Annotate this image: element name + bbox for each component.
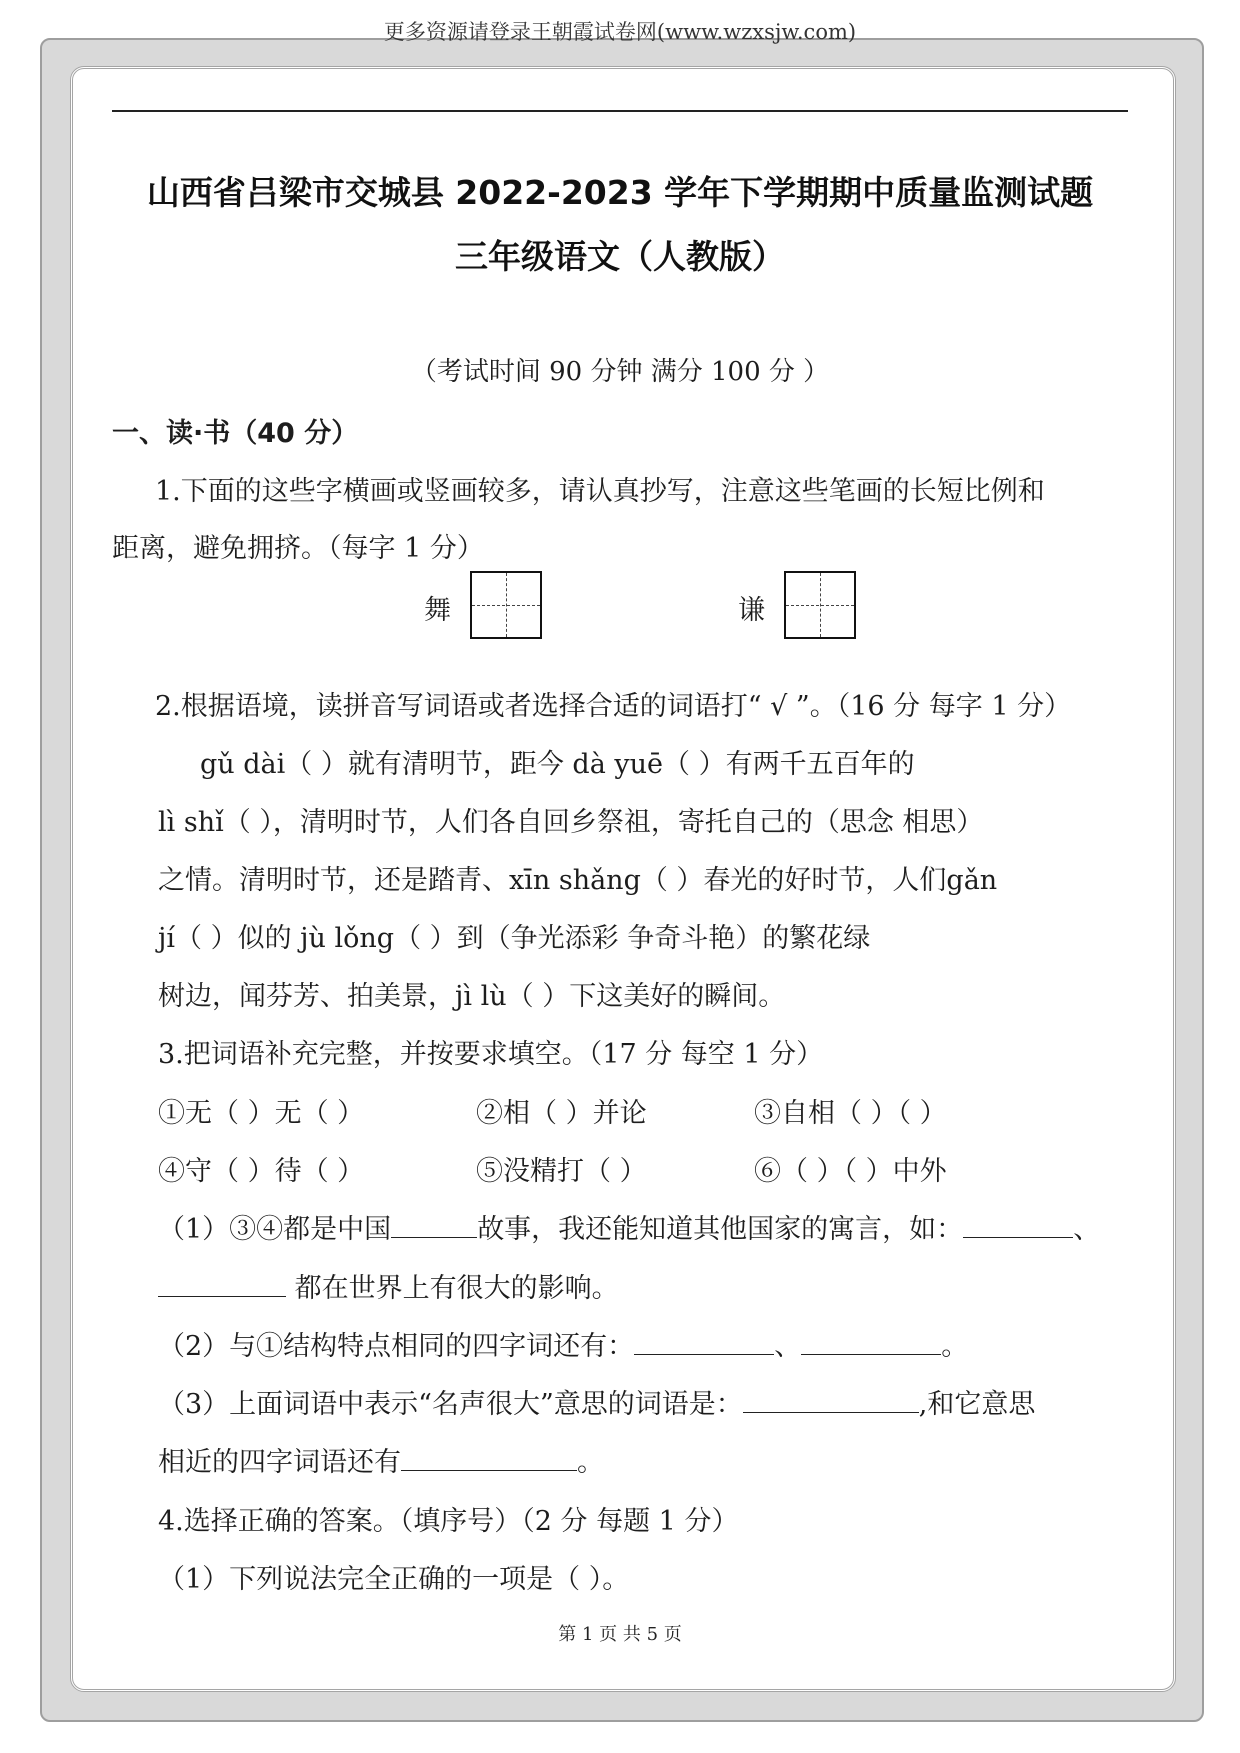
q3-header: 3.把词语补充完整，并按要求填空。（17 分 每空 1 分） — [158, 1039, 824, 1070]
writing-grid-1[interactable] — [470, 571, 542, 639]
q3-item-3: ③自相（ ）（ ） — [754, 1098, 947, 1129]
q3-item-2: ②相（ ）并论 — [476, 1098, 647, 1129]
writing-grid-2[interactable] — [784, 571, 856, 639]
q3-item-5: ⑤没精打（ ） — [476, 1156, 647, 1187]
section-heading: 一、读·书（40 分） — [112, 418, 359, 449]
header-rule — [112, 110, 1128, 112]
q3-sub-2-a: （2）与①结构特点相同的四字词还有： — [158, 1331, 635, 1362]
q2-line-5: 树边，闻芬芳、拍美景，jì lù（ ）下这美好的瞬间。 — [158, 981, 786, 1012]
q3-sub-3-b: ,和它意思 — [918, 1389, 1036, 1420]
q3-sub-3-a: （3）上面词语中表示“名声很大”意思的词语是： — [158, 1389, 743, 1420]
blank-field[interactable] — [743, 1388, 919, 1413]
page-subtitle: 三年级语文（人教版） — [455, 237, 785, 276]
q2-line-4: jí（ ）似的 jù lǒng（ ）到（争光添彩 争奇斗艳）的繁花绿 — [158, 923, 871, 954]
q3-sub-1 — [158, 1207, 1100, 1246]
page-title: 山西省吕梁市交城县 2022-2023 学年下学期期中质量监测试题 — [146, 173, 1094, 212]
q3-sub-1-cont — [158, 1266, 619, 1305]
blank-field[interactable] — [801, 1330, 941, 1355]
q3-sub-3-c: 相近的四字词语还有 — [158, 1447, 401, 1478]
watermark: 更多资源请登录王朝霞试卷网(www.wzxsjw.com) — [383, 20, 857, 44]
q1-text-line1: 1.下面的这些字横画或竖画较多，请认真抄写，注意这些笔画的长短比例和 — [155, 476, 1045, 507]
blank-field[interactable] — [963, 1213, 1073, 1238]
q3-sub-3-d: 。 — [577, 1447, 604, 1478]
q3-item-1: ①无（ ）无（ ） — [158, 1098, 365, 1129]
q2-header: 2.根据语境，读拼音写词语或者选择合适的词语打“ √ ”。（16 分 每字 1 分） — [155, 691, 1072, 722]
q3-sub-2-c: 。 — [941, 1331, 969, 1362]
q3-sub-1-d: 都在世界上有很大的影响。 — [286, 1273, 619, 1304]
blank-field[interactable] — [158, 1272, 286, 1297]
q2-line-3: 之情。清明时节，还是踏青、xīn shǎng（ ）春光的好时节，人们gǎn — [158, 865, 998, 896]
q4-header: 4.选择正确的答案。（填序号）（2 分 每题 1 分） — [158, 1506, 739, 1537]
q3-sub-1-c: 、 — [1073, 1214, 1101, 1245]
q3-sub-1-a: （1）③④都是中国 — [158, 1214, 392, 1245]
q3-item-6: ⑥（ ）（ ）中外 — [754, 1156, 947, 1187]
q1-char-2: 谦 — [738, 595, 765, 626]
blank-field[interactable] — [391, 1213, 477, 1238]
exam-info: （考试时间 90 分钟 满分 100 分 ） — [410, 357, 830, 387]
blank-field[interactable] — [634, 1330, 774, 1355]
blank-field[interactable] — [401, 1446, 577, 1471]
q3-sub-1-b: 故事，我还能知道其他国家的寓言，如： — [477, 1214, 964, 1245]
q3-sub-3 — [158, 1382, 1035, 1421]
q1-char-1: 舞 — [424, 595, 451, 626]
q3-sub-2 — [158, 1324, 968, 1363]
q4-sub-1: （1）下列说法完全正确的一项是（ ）。 — [158, 1564, 630, 1595]
q2-line-1: gǔ dài（ ）就有清明节，距今 dà yuē（ ）有两千五百年的 — [200, 749, 915, 780]
q1-text-line2: 距离，避免拥挤。（每字 1 分） — [112, 533, 484, 564]
q3-item-4: ④守（ ）待（ ） — [158, 1156, 365, 1187]
q2-line-2: lì shǐ（ ），清明时节，人们各自回乡祭祖，寄托自己的（思念 相思） — [158, 807, 984, 838]
q3-sub-3-cont — [158, 1440, 604, 1479]
page-number: 第 1 页 共 5 页 — [558, 1624, 682, 1645]
q3-sub-2-b: 、 — [774, 1331, 802, 1362]
